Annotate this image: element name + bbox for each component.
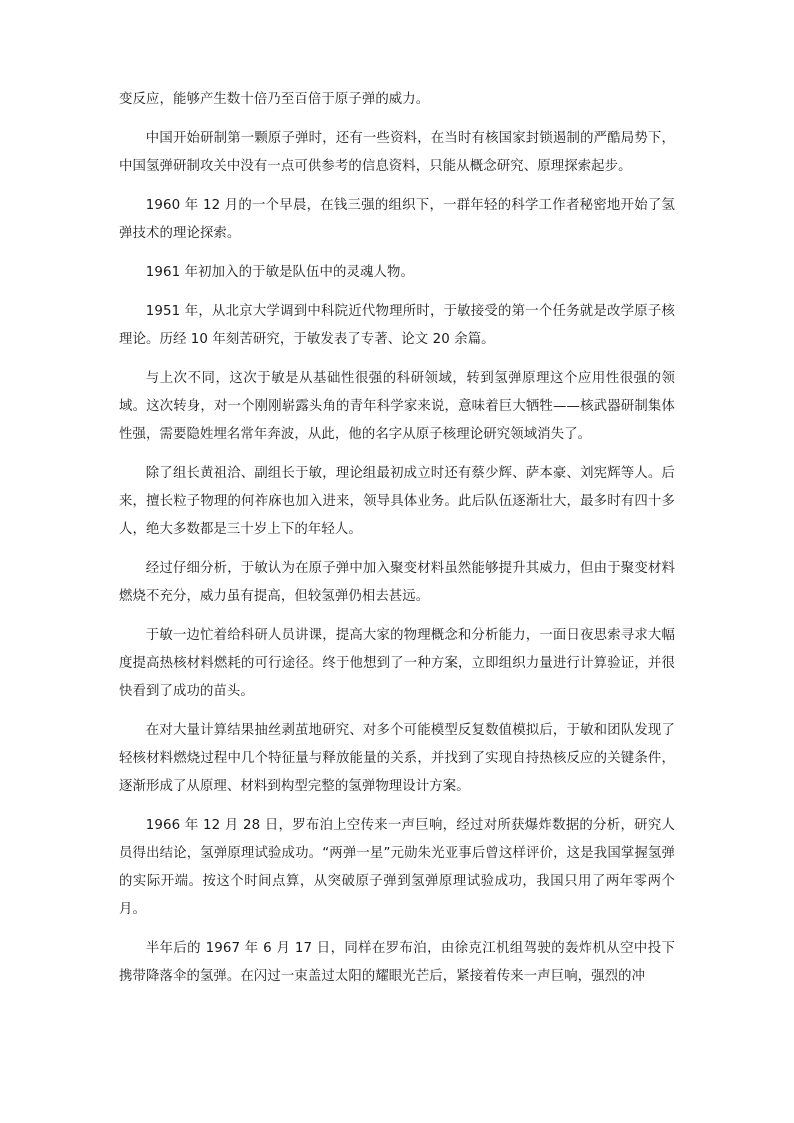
paragraph: 经过仔细分析，于敏认为在原子弹中加入聚变材料虽然能够提升其威力，但由于聚变材料燃烧不充分，威力虽有提高，但较氢弹仍相去甚远。 <box>119 561 675 604</box>
article-body <box>119 86 675 1002</box>
paragraph: 除了组长黄祖洽、副组长于敏，理论组最初成立时还有蔡少辉、萨本豪、刘宪辉等人。后来，擅长粒子物理的何祚庥也加入进来，领导具体业务。此后队伍逐渐壮大，最多时有四十多人，绝大多数都是三十岁上下的年轻人。 <box>119 466 675 537</box>
paragraph: 1966 年 12 月 28 日，罗布泊上空传来一声巨响，经过对所获爆炸数据的分析，研究人员得出结论，氢弹原理试验成功。“两弹一星”元勋朱光亚事后曾这样评价，这是我国掌握氢弹的实际开端。按这个时间点算，从突破原子弹到氢弹原理试验成功，我国只用了两年零两个月。 <box>119 818 675 917</box>
paragraph: 中国开始研制第一颗原子弹时，还有一些资料，在当时有核国家封锁遏制的严酷局势下，中国氢弹研制攻关中没有一点可供参考的信息资料，只能从概念研究、原理探索起步。 <box>119 131 675 174</box>
paragraph: 1951 年，从北京大学调到中科院近代物理所时，于敏接受的第一个任务就是改学原子核理论。历经 10 年刻苦研究，于敏发表了专著、论文 20 余篇。 <box>119 304 675 347</box>
paragraph: 于敏一边忙着给科研人员讲课，提高大家的物理概念和分析能力，一面日夜思索寻求大幅度提高热核材料燃耗的可行途径。终于他想到了一种方案，立即组织力量进行计算验证，并很快看到了成功的苗头。 <box>119 628 675 699</box>
paragraph: 半年后的 1967 年 6 月 17 日，同样在罗布泊，由徐克江机组驾驶的轰炸机从空中投下携带降落伞的氢弹。在闪过一束盖过太阳的耀眼光芒后，紧接着传来一声巨响，强烈的冲 <box>119 941 675 984</box>
paragraph: 与上次不同，这次于敏是从基础性很强的科研领域，转到氢弹原理这个应用性很强的领域。这次转身，对一个刚刚崭露头角的青年科学家来说，意味着巨大牺牲——核武器研制集体性强，需要隐姓埋名常年奔波，从此，他的名字从原子核理论研究领域消失了。 <box>119 371 675 442</box>
paragraph: 1960 年 12 月的一个早晨，在钱三强的组织下，一群年轻的科学工作者秘密地开始了氢弹技术的理论探索。 <box>119 198 675 241</box>
paragraph: 1961 年初加入的于敏是队伍中的灵魂人物。 <box>145 265 414 280</box>
paragraph: 变反应，能够产生数十倍乃至百倍于原子弹的威力。 <box>119 92 430 107</box>
paragraph: 在对大量计算结果抽丝剥茧地研究、对多个可能模型反复数值模拟后，于敏和团队发现了轻核材料燃烧过程中几个特征量与释放能量的关系，并找到了实现自持热核反应的关键条件，逐渐形成了从原理、材料到构型完整的氢弹物理设计方案。 <box>119 723 675 794</box>
